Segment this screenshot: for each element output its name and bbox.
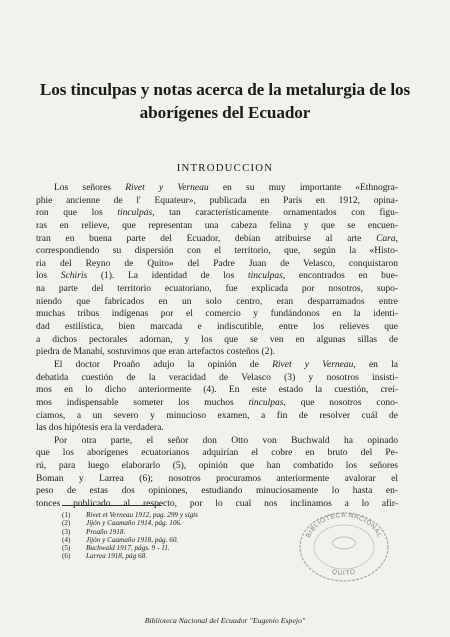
- footnote-text: Buchwald 1917, págs. 9 - 11.: [86, 544, 170, 553]
- body-line: na parte del territorio ecuatoriano, fue explicada por nosotros, supo-: [36, 284, 398, 295]
- stamp-top-text: BIBLIOTECA NACIONAL: [305, 511, 383, 539]
- library-stamp: [296, 505, 392, 583]
- body-line: tran en buena parte del Ecuador, debían atribuirse al arte Cara,: [36, 233, 398, 244]
- body-line: ras en relieve, que representan una cabeza felina y que se encuen-: [36, 220, 398, 231]
- footnote: [62, 544, 282, 552]
- footnote-text: Larrea 1918, pág 68.: [86, 552, 148, 561]
- footnote-number: (6): [62, 552, 71, 561]
- footnote-text: Jijón y Caamaño 1918, pág. 60.: [86, 535, 179, 544]
- body-text: [36, 182, 398, 511]
- footnote-number: (5): [62, 544, 71, 553]
- svg-text:QUITO: [331, 568, 357, 577]
- body-line: El doctor Proaño adujo la opinión de Rivet y Verneau, en la: [54, 359, 398, 370]
- body-line: Boman y Larrea (6); nosotros procuramos anteriormente avalorar el: [36, 473, 398, 484]
- body-line: phie ancienne de l' Equateur», publicada en París en 1912, opina-: [36, 195, 398, 206]
- body-line: correspondiendo su dispersión con el territorio, que, según la «Histo-: [36, 246, 398, 257]
- body-line: niendo que fabricados en un solo centro, eran desparramados entre: [36, 296, 398, 307]
- body-line: dad estilística, bien marcada e indiscutible, entre los relieves que: [36, 322, 398, 333]
- footnote: [62, 536, 282, 544]
- body-line: piedra de Manabí, sostuvimos que eran artefactos costeños (2).: [36, 347, 276, 358]
- footnote-number: (4): [62, 535, 71, 544]
- body-line: mos indispensable someter los muchos tinculpas, que nosotros cono-: [36, 397, 399, 408]
- footnotes: [62, 511, 282, 561]
- footnote: [62, 519, 282, 527]
- footnote: [62, 511, 282, 519]
- body-line: muchas tribus indígenas por el comercio y fundándonos en la identi-: [36, 309, 398, 320]
- footnote-number: (2): [62, 519, 71, 528]
- body-line: ron que los tinculpas, tan característicamente ornamentados con figu-: [36, 208, 398, 219]
- footnote-number: (1): [62, 511, 71, 519]
- body-line: cíamos, a un severo y minucioso examen, a fin de resolver cuál de: [36, 410, 398, 421]
- title-line-2: aborígenes del Ecuador: [139, 103, 311, 122]
- body-line: Los señores Rivet y Verneau en su muy importante «Ethnogra-: [54, 183, 398, 193]
- footnote-number: (3): [62, 527, 71, 536]
- body-line: peso de estas dos opiniones, estudiando minuciosamente lo hasta en-: [36, 486, 398, 497]
- svg-text:BIBLIOTECA NACIONAL: [305, 512, 383, 539]
- article-title: [30, 78, 420, 124]
- body-line: ria del Reyno de Quito» del Padre Juan de Velasco, conquistaron: [36, 258, 398, 269]
- section-heading: INTRODUCCION: [176, 162, 274, 174]
- body-line: los Schiris (1). La identidad de los tinculpas, encontrados en bue-: [36, 271, 398, 282]
- body-line: rú, para luego elaborarlo (5), opinión que han combatido los señores: [36, 461, 398, 472]
- footnote-text: Jijón y Caamaño 1914, pág. 106.: [86, 519, 182, 528]
- footnote: [62, 528, 282, 536]
- footnote-text: Proaño 1918.: [86, 527, 126, 536]
- page-footer: Biblioteca Nacional del Ecuador "Eugenio Espejo": [144, 616, 306, 625]
- body-line: debatida cuestión de la veracidad de Velasco (3) y nosotros insisti-: [36, 372, 398, 383]
- footnote-divider: [62, 505, 162, 506]
- footnote-text: Rivet et Verneau 1912, pag. 299 y sigts: [86, 511, 198, 519]
- body-line: las dos hipótesis era la verdadera.: [36, 423, 164, 434]
- body-line: Por otra parte, el señor don Otto von Buchwald ha opinado: [54, 435, 398, 446]
- title-line-1: Los tinculpas y notas acerca de la metalurgia de los: [39, 80, 411, 99]
- footnote: [62, 552, 282, 560]
- body-line: tonces publicado al respecto, por lo cual nos inclinamos a lo afir-: [36, 499, 398, 510]
- stamp-bottom-text: QUITO: [331, 568, 357, 578]
- body-line: mos en lo dicho anteriormente (4). En este estado la cuestión, creí-: [36, 385, 398, 396]
- body-line: que los aborígenes ecuatorianos adquirían el cobre en bruto del Pe-: [36, 448, 398, 459]
- body-line: a dichos pectorales adornan, y los que se ven en algunas sillas de: [36, 334, 398, 345]
